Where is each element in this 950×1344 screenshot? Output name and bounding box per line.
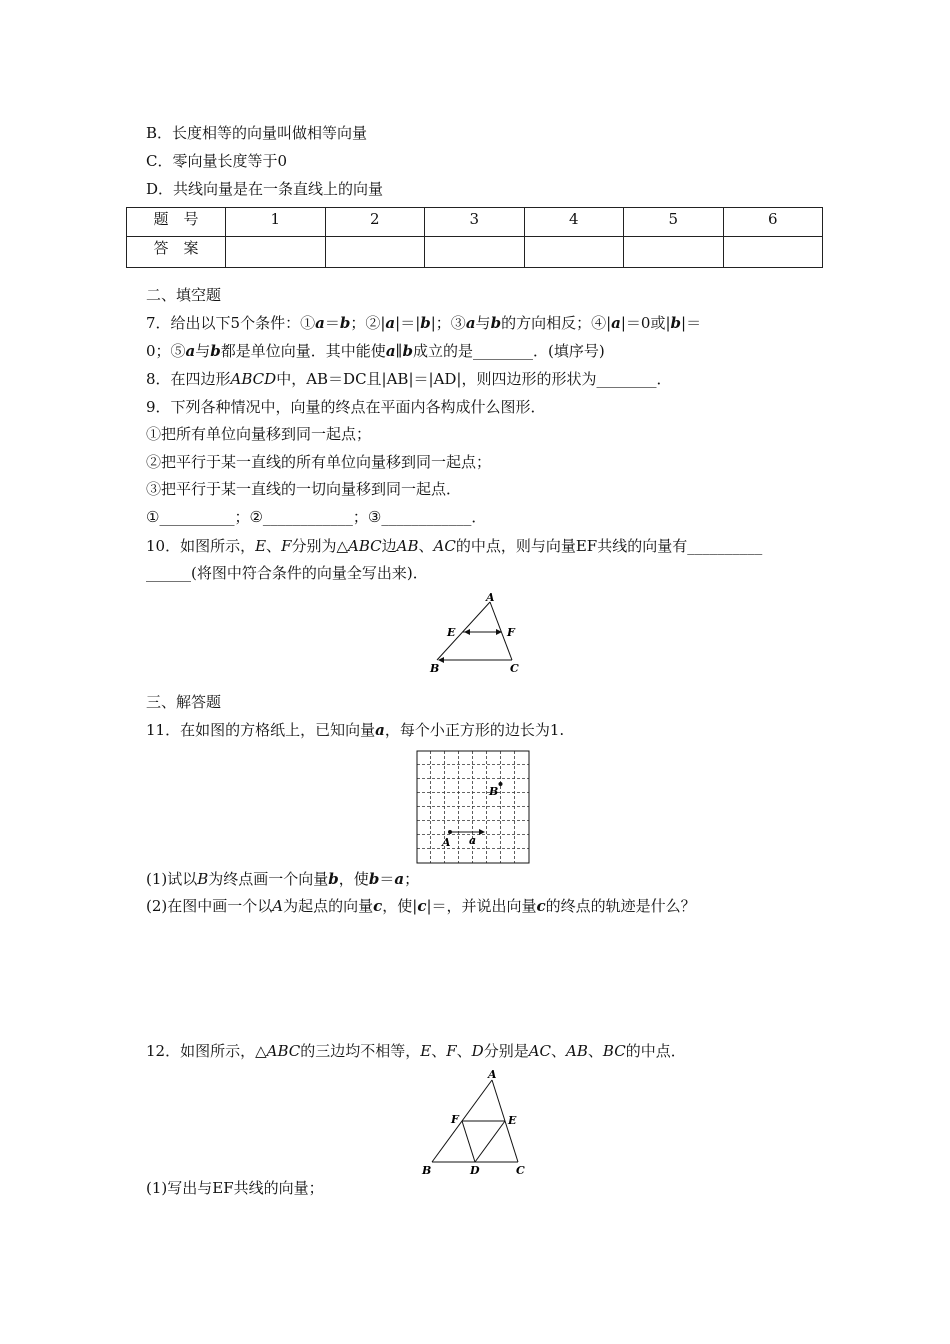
table-number-2: 2 <box>325 208 425 237</box>
q12-triangle-figure <box>418 1066 533 1178</box>
q9-stem: 9．下列各种情况中，向量的终点在平面内各构成什么图形． <box>146 398 546 416</box>
answer-table <box>126 207 823 268</box>
option-d: D．共线向量是在一条直线上的向量 <box>146 180 384 198</box>
label-b: B <box>430 662 440 675</box>
q7-line2: 0；⑤a与b都是单位向量．其中能使a∥b成立的是________．(填序号) <box>146 342 605 360</box>
q9-blanks: ①__________；②____________；③____________． <box>146 508 487 526</box>
q11-grid-figure <box>416 750 534 868</box>
q9-s1: ①把所有单位向量移到同一起点； <box>146 425 372 443</box>
q7-line1: 7．给出以下5个条件：①a＝b；②|a|＝|b|；③a与b的方向相反；④|a|＝0或|b|＝ <box>146 314 702 332</box>
q10-triangle-figure <box>425 590 525 680</box>
answer-cell-3[interactable] <box>425 237 525 268</box>
answer-cell-4[interactable] <box>524 237 624 268</box>
q12-stem: 12．如图所示，△ABC的三边均不相等，E、F、D分别是AC、AB、BC的中点． <box>146 1042 686 1060</box>
table-answer-label: 答 案 <box>127 237 226 268</box>
q8: 8．在四边形ABCD中，AB＝DC且|AB|＝|AD|，则四边形的形状为________． <box>146 370 672 388</box>
answer-cell-1[interactable] <box>226 237 326 268</box>
answer-cell-5[interactable] <box>624 237 724 268</box>
label-vec-a: a <box>469 834 477 847</box>
side-ab <box>437 602 490 660</box>
section3-title: 三、解答题 <box>146 693 222 711</box>
table-number-5: 5 <box>624 208 724 237</box>
label-e: E <box>447 626 456 639</box>
q10-line2: ______(将图中符合条件的向量全写出来)． <box>146 564 428 582</box>
label-a: A <box>486 591 495 604</box>
label-f: F <box>451 1113 459 1126</box>
answer-cell-6[interactable] <box>723 237 823 268</box>
q12-part1: (1)写出与EF共线的向量； <box>146 1179 324 1197</box>
label-b: B <box>489 785 499 798</box>
q11-stem: 11．在如图的方格纸上，已知向量a，每个小正方形的边长为1. <box>146 721 565 739</box>
q9-s2: ②把平行于某一直线的所有单位向量移到同一起点； <box>146 453 492 471</box>
table-number-4: 4 <box>524 208 624 237</box>
table-number-6: 6 <box>723 208 823 237</box>
label-c: C <box>510 662 519 675</box>
q11-part1: (1)试以B为终点画一个向量b，使b＝a； <box>146 870 420 888</box>
option-b: B．长度相等的向量叫做相等向量 <box>146 124 368 142</box>
q11-part2: (2)在图中画一个以A为起点的向量c，使|c|＝，并说出向量c的终点的轨迹是什么？ <box>146 897 696 915</box>
table-number-1: 1 <box>226 208 326 237</box>
label-c: C <box>516 1164 525 1177</box>
label-a: A <box>442 836 451 849</box>
segment-fd <box>462 1121 475 1162</box>
table-number-3: 3 <box>425 208 525 237</box>
table-header-label: 题 号 <box>127 208 226 237</box>
label-b: B <box>422 1164 432 1177</box>
option-c: C．零向量长度等于0 <box>146 152 288 170</box>
label-a: A <box>488 1068 497 1081</box>
label-d: D <box>470 1164 480 1177</box>
section2-title: 二、填空题 <box>146 286 222 304</box>
answer-cell-2[interactable] <box>325 237 425 268</box>
q10-line1: 10．如图所示，E、F分别为△ABC边AB、AC的中点，则与向量EF共线的向量有__________ <box>146 537 763 555</box>
label-f: F <box>507 626 515 639</box>
q9-s3: ③把平行于某一直线的一切向量移到同一起点． <box>146 480 462 498</box>
label-e: E <box>508 1114 517 1127</box>
point-b <box>499 782 503 786</box>
segment-ed <box>475 1121 505 1162</box>
